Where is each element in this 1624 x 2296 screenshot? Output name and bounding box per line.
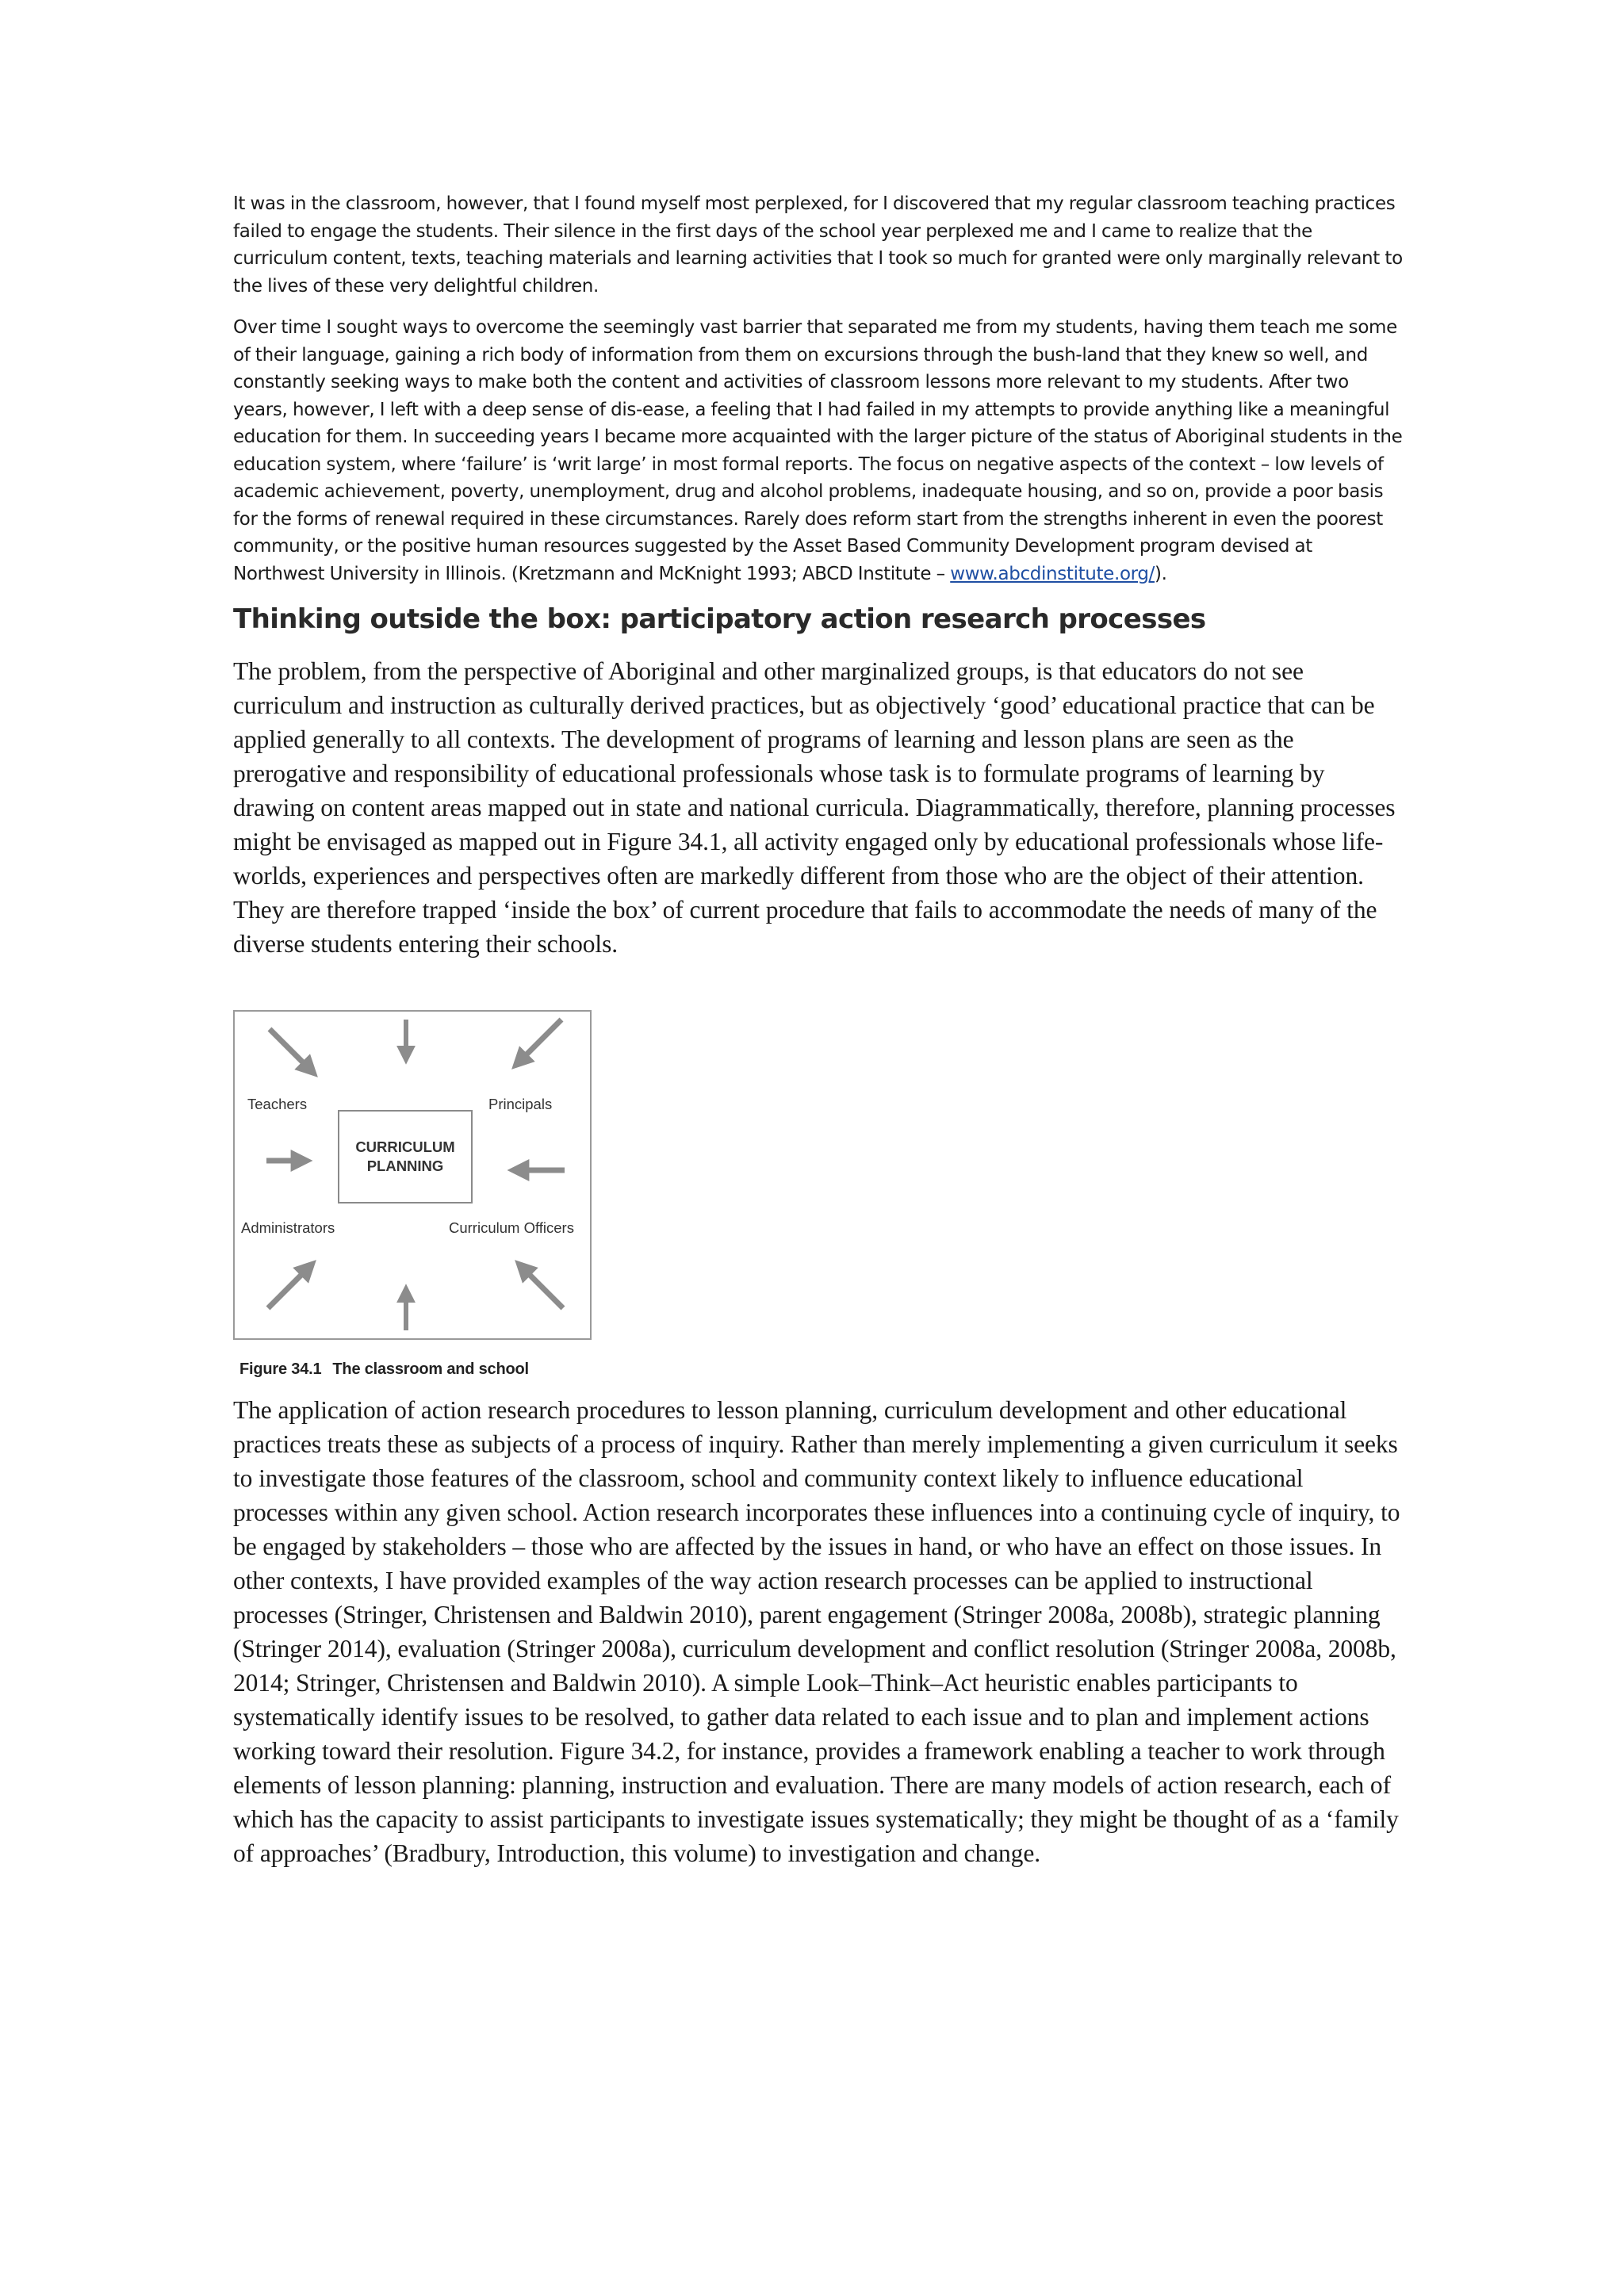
center-box-line-1: CURRICULUM [355,1138,455,1155]
label-curriculum-officers: Curriculum Officers [449,1219,574,1236]
intro-paragraph-1: It was in the classroom, however, that I found myself most perplexed, for I discovered that my regular classroom teaching practices failed to engage the students. Their silence in the first days of the school year perplexed me and I came to realize that the curriculum content, texts, teaching materials and learning activities that I took so much for granted were only marginally relevant to the lives of these very delightful children. [233,193,1403,297]
arrow-bottom-left [268,1267,309,1308]
figure-caption-number: Figure 34.1 [239,1360,322,1378]
arrow-top-right [519,1020,561,1062]
center-box-line-2: PLANNING [366,1158,444,1174]
link-closing-text: ). [1155,563,1167,584]
main-paragraph-1: The problem, from the perspective of Aboriginal and other marginalized groups, is that educators do not see curriculum and instruction as culturally derived practices, but as objectively ‘good’ educational practice that can be applied generally to all contexts. The development of programs of learning and lesson plans are seen as the prerogative and responsibility of educational professionals whose task is to formulate programs of learning by drawing on content areas mapped out in state and national curricula. Diagrammatically, therefore, planning processes might be envisaged as mapped out in Figure 34.1, all activity engaged only by educational professionals whose life-worlds, experiences and perspectives often are markedly different from those who are the object of their attention. They are therefore trapped ‘inside the box’ of current procedure that fails to accommodate the needs of many of the diverse students entering their schools. [233,657,1396,958]
label-teachers: Teachers [247,1096,308,1112]
figure-diagram [233,1010,592,1340]
curriculum-planning-box [338,1110,473,1203]
intro-paragraph-2-text: Over time I sought ways to overcome the seemingly vast barrier that separated me from my students, having them teach me some of their language, gaining a rich body of information from them on excursions through the bush-land that they knew so well, and constantly seeking ways to make both the content and activities of classroom lessons more relevant to my students. After two years, however, I left with a deep sense of dis-ease, a feeling that I had failed in my attempts to provide anything like a meaningful education for them. In succeeding years I became more acquainted with the larger picture of the status of Aboriginal students in the education system, where ‘failure’ is ‘writ large’ in most formal reports. The focus on negative aspects of the context – low levels of academic achievement, poverty, unemployment, drug and alcohol problems, inadequate housing, and so on, provide a poor basis for the forms of renewal required in these circumstances. Rarely does reform start from the strengths inherent in even the poorest community, or the positive human resources suggested by the Asset Based Community Development program devised at Northwest University in Illinois. (Kretzmann and McKnight 1993; ABCD Institute – [233,317,1403,584]
intro-paragraph-2 [233,314,1403,587]
section-heading: Thinking outside the box: participatory action research processes [233,603,1206,635]
figure-caption-title: The classroom and school [332,1360,529,1378]
document-page [233,190,1403,1870]
arrow-bottom-right [522,1267,563,1308]
figure-caption [239,1360,1403,1379]
label-administrators: Administrators [241,1219,335,1236]
label-principals: Principals [488,1096,553,1112]
main-paragraph-2: The application of action research procedures to lesson planning, curriculum development and other educational practices treats these as subjects of a process of inquiry. Rather than merely implementing a given curriculum it seeks to investigate those features of the classroom, school and community context likely to influence educational processes within any given school. Action research incorporates these influences into a continuing cycle of inquiry, to be engaged by stakeholders – those who are affected by the issues in hand, or who have an effect on those issues. In other contexts, I have provided examples of the way action research processes can be applied to instructional processes (Stringer, Christensen and Baldwin 2010), parent engagement (Stringer 2008a, 2008b), strategic planning (Stringer 2014), evaluation (Stringer 2008a), curriculum development and conflict resolution (Stringer 2008a, 2008b, 2014; Stringer, Christensen and Baldwin 2010). A simple Look–Think–Act heuristic enables participants to systematically identify issues to be resolved, to gather data related to each issue and to plan and implement actions working toward their resolution. Figure 34.2, for instance, provides a framework enabling a teacher to work through elements of lesson planning: planning, instruction and evaluation. There are many models of action research, each of which has the capacity to assist participants to investigate issues systematically; they might be thought of as a ‘family of approaches’ (Bradbury, Introduction, this volume) to investigation and change. [233,1396,1400,1867]
abcd-institute-link[interactable]: www.abcdinstitute.org/ [950,563,1155,584]
arrow-top-left [270,1029,311,1070]
